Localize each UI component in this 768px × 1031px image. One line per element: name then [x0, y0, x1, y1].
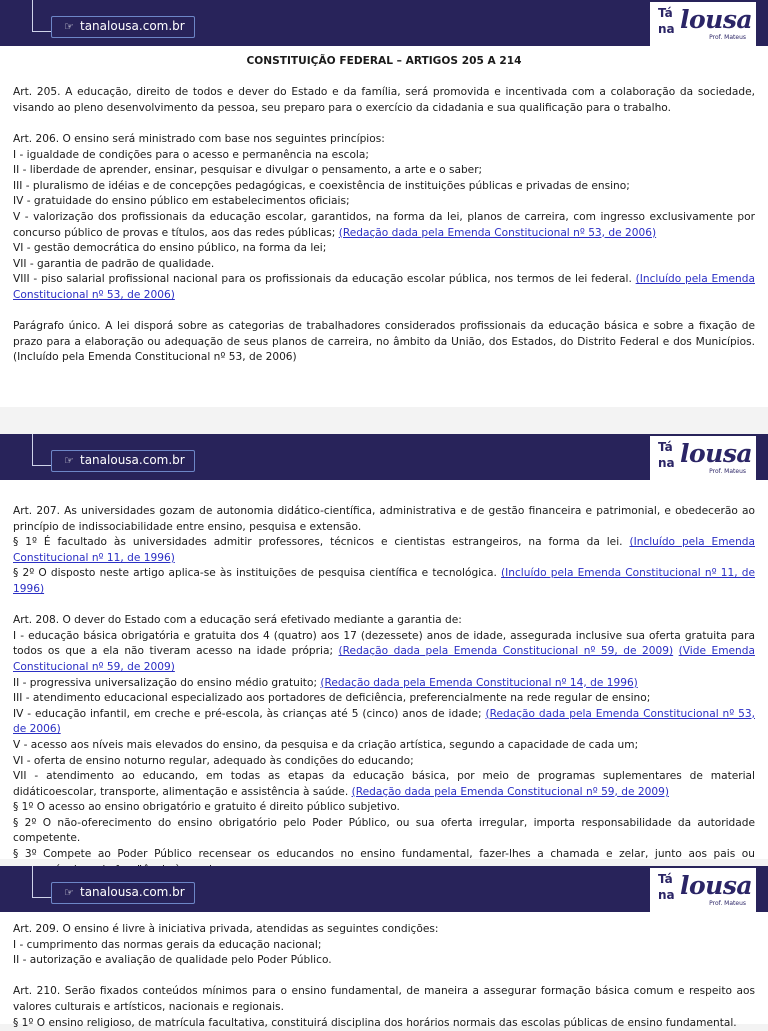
article-207-p1	[13, 535, 755, 566]
page-header-banner	[0, 866, 768, 912]
article-208-s1: § 1º O acesso ao ensino obrigatório e gratuito é direito público subjetivo.	[13, 801, 400, 814]
article-208-i	[13, 629, 755, 676]
article-208-s2: § 2º O não-oferecimento do ensino obrigatório pelo Poder Público, ou sua oferta irregular, importa responsabilidade da autoridade competente.	[13, 816, 755, 845]
amendment-link[interactable]: (Incluído pela Emenda Constitucional nº 53, de 2006)	[13, 273, 755, 301]
amendment-link[interactable]: (Incluído pela Emenda Constitucional nº 11, de 1996)	[13, 567, 756, 595]
article-209: Art. 209. O ensino é livre à iniciativa privada, atendidas as seguintes condições:	[13, 923, 439, 935]
amendment-link[interactable]: (Incluído pela Emenda Constitucional nº 11, de 1996)	[13, 536, 755, 564]
site-url-box[interactable]	[51, 16, 195, 38]
article-209-ii: II - autorização e avaliação de qualidade pelo Poder Público.	[13, 954, 332, 967]
article-208: Art. 208. O dever do Estado com a educação será efetivado mediante a garantia de:	[13, 614, 462, 627]
page-header-banner	[0, 434, 768, 480]
brand-logo	[650, 436, 756, 480]
logo-lousa: lousa	[680, 439, 753, 468]
site-url-box[interactable]	[51, 450, 195, 472]
clause-text: II - progressiva universalização do ensino médio gratuito;	[13, 676, 318, 689]
amendment-link[interactable]: (Redação dada pela Emenda Constitucional nº 59, de 2009)	[338, 645, 674, 658]
logo-na: na	[658, 888, 675, 902]
page-content	[0, 480, 768, 878]
clause-text: VII - atendimento ao educando, em todas as etapas da educação básica, por meio de programas suplementares de material didáticoescolar, transporte, alimentação e assistência à saúde.	[13, 770, 755, 798]
brand-logo	[650, 2, 756, 46]
article-206: Art. 206. O ensino será ministrado com base nos seguintes princípios:	[13, 132, 385, 145]
clause-text: § 1º É facultado às universidades admitir professores, técnicos e cientistas estrangeiros, na forma da lei.	[13, 536, 623, 549]
article-206-vii: VII - garantia de padrão de qualidade.	[13, 257, 215, 270]
brand-logo	[650, 868, 756, 912]
logo-ta: Tá	[658, 440, 673, 454]
logo-subtitle: Prof. Mateus	[709, 468, 746, 475]
document-page-2	[0, 434, 768, 859]
site-url: tanalousa.com.br	[80, 453, 185, 467]
pointing-hand-icon: ☞	[64, 454, 74, 467]
document-page-3	[0, 866, 768, 1029]
page-content	[0, 46, 768, 366]
logo-na: na	[658, 22, 675, 36]
article-206-paragrafo-unico: Parágrafo único. A lei disporá sobre as categorias de trabalhadores considerados profissionais da educação básica e sobre a fixação de prazo para a elaboração ou adequação de seus planos de carreira, no âmbito da União, dos Estados, do Distrito Federal e dos Municípios. (Incluído pela Emenda Constitucional nº 53, de 2006)	[13, 320, 755, 364]
article-205: Art. 205. A educação, direito de todos e dever do Estado e da família, será promovida e incentivada com a colaboração da sociedade, visando ao pleno desenvolvimento da pessoa, seu preparo para o exercício da cidadania e sua qualificação para o trabalho.	[13, 86, 755, 114]
logo-lousa: lousa	[680, 871, 753, 900]
amendment-link[interactable]: (Vide Emenda Constitucional nº 59, de 2009)	[13, 645, 755, 673]
article-208-vii	[13, 769, 755, 800]
clause-text: VIII - piso salarial profissional nacional para os profissionais da educação escolar pública, nos termos de lei federal.	[13, 273, 632, 286]
article-208-vi: VI - oferta de ensino noturno regular, adequado às condições do educando;	[13, 754, 414, 767]
article-206-iii: III - pluralismo de idéias e de concepções pedagógicas, e coexistência de instituições públicas e privadas de ensino;	[13, 179, 630, 192]
pointing-hand-icon: ☞	[64, 20, 74, 33]
article-210-s1: § 1º O ensino religioso, de matrícula facultativa, constituirá disciplina dos horários normais das escolas públicas de ensino fundamental.	[13, 1016, 737, 1029]
article-210: Art. 210. Serão fixados conteúdos mínimos para o ensino fundamental, de maneira a assegurar formação básica comum e respeito aos valores culturais e artísticos, nacionais e regionais.	[13, 985, 755, 1013]
logo-lousa: lousa	[680, 5, 753, 34]
logo-subtitle: Prof. Mateus	[709, 900, 746, 907]
article-206-iv: IV - gratuidade do ensino público em estabelecimentos oficiais;	[13, 195, 350, 208]
document-page-1	[0, 0, 768, 407]
amendment-link[interactable]: (Redação dada pela Emenda Constitucional nº 53, de 2006)	[338, 226, 657, 239]
logo-na: na	[658, 456, 675, 470]
logo-ta: Tá	[658, 6, 673, 20]
clause-text: IV - educação infantil, em creche e pré-escola, às crianças até 5 (cinco) anos de idade;	[13, 707, 482, 720]
article-206-vi: VI - gestão democrática do ensino público, na forma da lei;	[13, 242, 327, 255]
logo-ta: Tá	[658, 872, 673, 886]
article-208-iv	[13, 707, 755, 738]
article-206-ii: II - liberdade de aprender, ensinar, pesquisar e divulgar o pensamento, a arte e o saber;	[13, 164, 483, 177]
article-208-iii: III - atendimento educacional especializado aos portadores de deficiência, preferencialmente na rede regular de ensino;	[13, 692, 651, 705]
amendment-link[interactable]: (Redação dada pela Emenda Constitucional nº 53, de 2006)	[13, 707, 755, 736]
site-url: tanalousa.com.br	[80, 885, 185, 899]
clause-text: § 2º O disposto neste artigo aplica-se às instituições de pesquisa científica e tecnológica.	[13, 567, 497, 580]
amendment-link[interactable]: (Redação dada pela Emenda Constitucional nº 14, de 1996)	[320, 676, 638, 689]
article-206-i: I - igualdade de condições para o acesso e permanência na escola;	[13, 148, 369, 161]
article-207: Art. 207. As universidades gozam de autonomia didático-científica, administrativa e de gestão financeira e patrimonial, e obedecerão ao princípio de indissociabilidade entre ensino, pesquisa e extensão.	[13, 505, 755, 533]
page-header-banner	[0, 0, 768, 46]
site-url: tanalousa.com.br	[80, 19, 185, 33]
article-208-s3: § 3º Compete ao Poder Público recensear os educandos no ensino fundamental, fazer-lhes a chamada e zelar, junto aos pais ou	[13, 848, 755, 861]
article-208-ii	[13, 676, 755, 692]
amendment-link[interactable]: (Redação dada pela Emenda Constitucional nº 59, de 2009)	[351, 785, 669, 798]
site-url-box[interactable]	[51, 882, 195, 904]
clause-text: V - valorização dos profissionais da educação escolar, garantidos, na forma da lei, planos de carreira, com ingresso exclusivamente por concurso público de provas e títulos, aos das redes públicas;	[13, 210, 755, 239]
article-208-v: V - acesso aos níveis mais elevados do ensino, da pesquisa e da criação artística, segundo a capacidade de cada um;	[13, 738, 639, 751]
document-title: CONSTITUIÇÃO FEDERAL – ARTIGOS 205 A 214	[246, 55, 522, 67]
article-206-viii	[13, 272, 755, 303]
article-207-p2	[13, 566, 755, 597]
clause-text: I - educação básica obrigatória e gratuita dos 4 (quatro) aos 17 (dezessete) anos de idade, assegurada inclusive sua oferta gratuita para todos os que a ela não tiveram acesso na idade própria;	[13, 629, 755, 658]
article-206-v	[13, 210, 755, 241]
pointing-hand-icon: ☞	[64, 886, 74, 899]
logo-subtitle: Prof. Mateus	[709, 34, 746, 41]
article-209-i: I - cumprimento das normas gerais da educação nacional;	[13, 938, 322, 951]
page-content	[0, 912, 768, 1031]
